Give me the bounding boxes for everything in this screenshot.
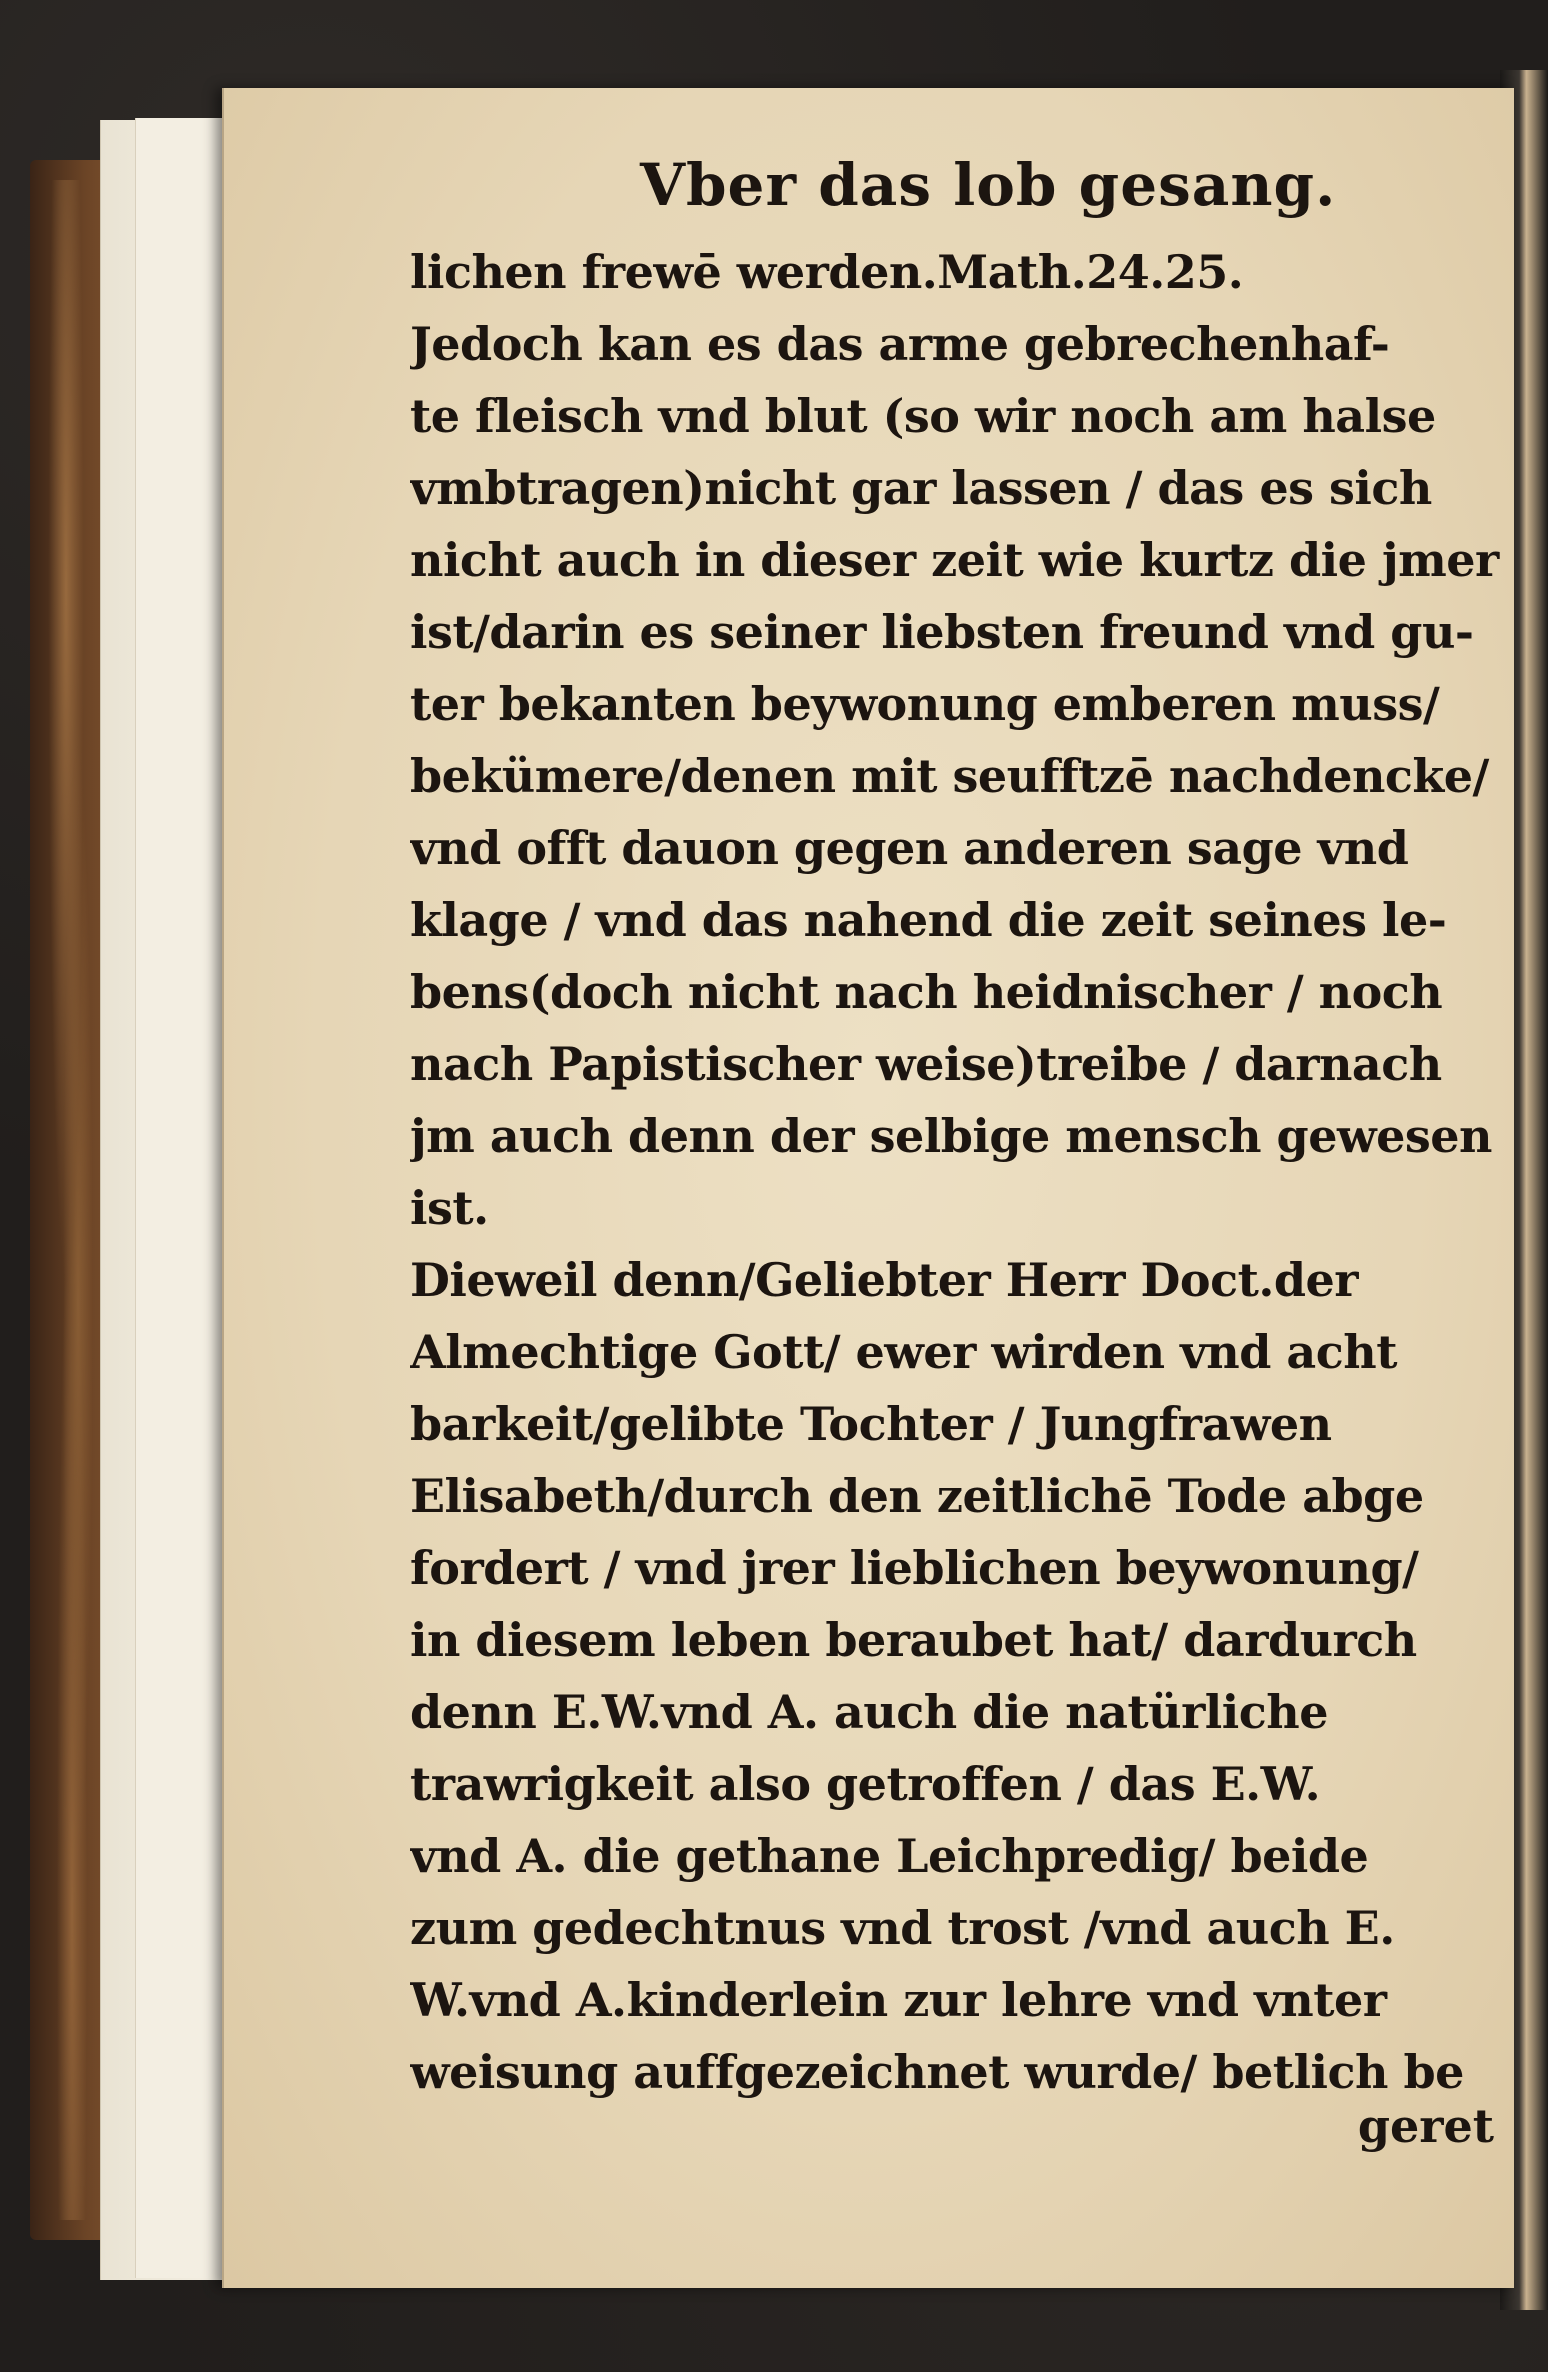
- text-line: vnd A. die gethane Leichpredig/ beide: [410, 1829, 1369, 1883]
- text-line: klage / vnd das nahend die zeit seines le-: [410, 893, 1447, 947]
- text-line: trawrigkeit also getroffen / das E.W.: [410, 1757, 1321, 1811]
- text-line: lichen frewē werden.Math.24.25.: [410, 245, 1244, 299]
- text-line: jm auch denn der selbige mensch gewesen: [410, 1109, 1492, 1163]
- catchword: geret: [1357, 2099, 1494, 2153]
- text-line: Dieweil denn/Geliebter Herr Doct.der: [410, 1253, 1358, 1307]
- text-line: fordert / vnd jrer lieblichen beywonung/: [410, 1541, 1419, 1595]
- cover-marbling: [48, 180, 108, 2220]
- text-line: denn E.W.vnd A. auch die natürliche: [410, 1685, 1328, 1739]
- text-line: vmbtragen)nicht gar lassen / das es sich: [410, 461, 1432, 515]
- text-line: bens(doch nicht nach heidnischer / noch: [410, 965, 1443, 1019]
- text-line: Jedoch kan es das arme gebrechenhaf-: [410, 317, 1390, 371]
- text-line: ist/darin es seiner liebsten freund vnd gu-: [410, 605, 1474, 659]
- text-line: vnd offt dauon gegen anderen sage vnd: [410, 821, 1409, 875]
- text-line: Almechtige Gott/ ewer wirden vnd acht: [410, 1325, 1397, 1379]
- text-line: ter bekanten beywonung emberen muss/: [410, 677, 1440, 731]
- text-line: ist.: [410, 1181, 489, 1235]
- text-line: barkeit/gelibte Tochter / Jungfrawen: [410, 1397, 1332, 1451]
- running-title: Vber das lob gesang.: [640, 151, 1337, 219]
- text-line: nach Papistischer weise)treibe / darnach: [410, 1037, 1442, 1091]
- page-text-block: [410, 150, 1500, 2190]
- text-line: te fleisch vnd blut (so wir noch am halse: [410, 389, 1436, 443]
- text-line: zum gedechtnus vnd trost /vnd auch E.: [410, 1901, 1395, 1955]
- text-line: W.vnd A.kinderlein zur lehre vnd vnter: [410, 1973, 1387, 2027]
- text-line: Elisabeth/durch den zeitlichē Tode abge: [410, 1469, 1424, 1523]
- text-line: bekümere/denen mit seufftzē nachdencke/: [410, 749, 1489, 803]
- text-line: nicht auch in dieser zeit wie kurtz die jmer: [410, 533, 1499, 587]
- text-line: weisung auffgezeichnet wurde/ betlich be: [410, 2045, 1464, 2099]
- text-line: in diesem leben beraubet hat/ dardurch: [410, 1613, 1417, 1667]
